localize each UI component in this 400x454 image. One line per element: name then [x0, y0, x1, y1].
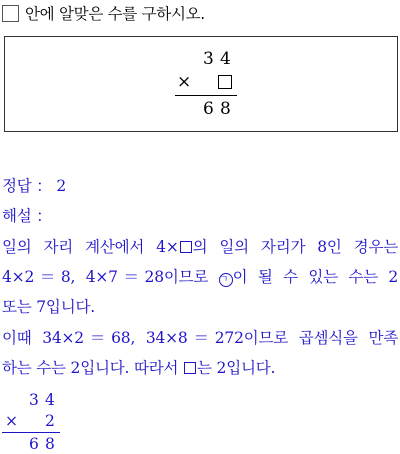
explanation-line-4: 이때 34×2＝68, 34×8＝272이므로 곱셈식을 만족	[2, 329, 398, 347]
circled-symbol-icon: ㄱ	[219, 273, 233, 287]
explanation-line-2-a: 4×2＝8, 4×7＝28이므로	[2, 268, 219, 286]
answer-colon: ：	[36, 177, 52, 195]
question-text: 안에 알맞은 수를 구하시오.	[25, 5, 205, 23]
top-digit-ones: 4	[220, 49, 231, 69]
explanation-line-5-a: 하는 수는 2입니다. 따라서	[2, 359, 184, 377]
explanation-line-3: 또는 7입니다.	[2, 298, 95, 316]
result-digit-tens: 6	[203, 99, 214, 119]
final-multiplier: 2	[45, 412, 55, 430]
explanation-label: 해설	[2, 207, 32, 225]
final-top-digit-ones: 4	[45, 391, 55, 409]
answer-value: 2	[56, 177, 66, 195]
explanation-colon: ：	[36, 207, 52, 225]
multiply-operator: ×	[177, 72, 192, 92]
final-underline	[2, 432, 60, 433]
final-result-digit-tens: 6	[29, 435, 39, 453]
answer-label: 정답	[2, 177, 32, 195]
final-result-digit-ones: 8	[45, 435, 55, 453]
explanation-line-1-b: 의 일의 자리가 8인 경우는	[192, 238, 398, 256]
explanation-line-2-b: 이 될 수 있는 수는 2	[232, 268, 398, 286]
final-top-digit-tens: 3	[29, 391, 39, 409]
result-digit-ones: 8	[220, 99, 231, 119]
final-operator: ×	[5, 412, 18, 430]
explanation-line-1-a: 일의 자리 계산에서 4×	[2, 238, 179, 256]
explanation-line-5-b: 는 2입니다.	[197, 359, 276, 377]
top-digit-tens: 3	[203, 49, 214, 69]
